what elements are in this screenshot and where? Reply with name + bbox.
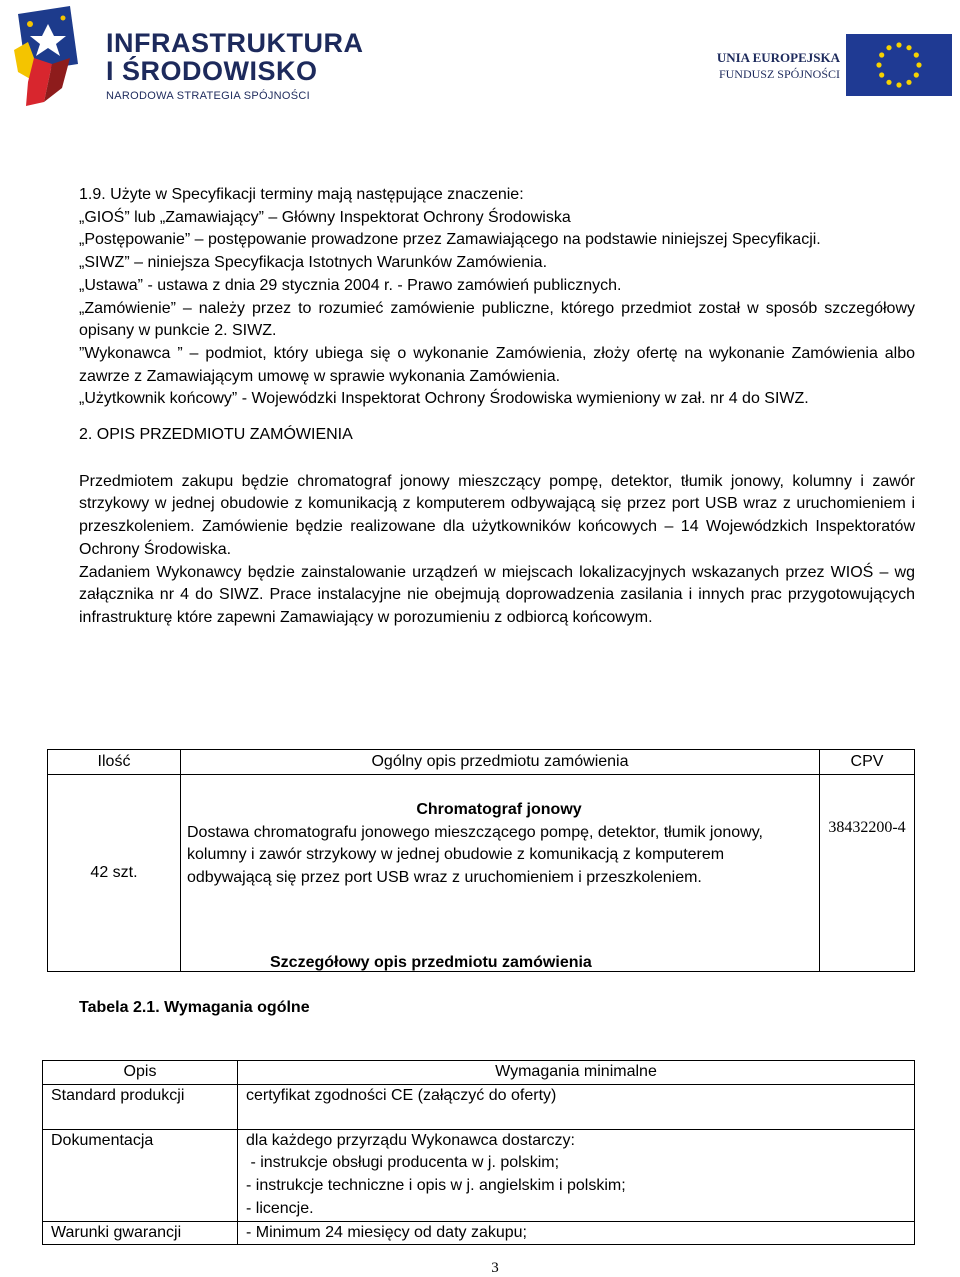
cohesion-star-icon [8, 6, 92, 106]
column-header: CPV [820, 750, 915, 775]
row-line: - instrukcje techniczne i opis w j. angielskim i polskim; [246, 1177, 626, 1195]
logo-line-1: INFRASTRUKTURA [106, 28, 364, 58]
definition-item: „GIOŚ” lub „Zamawiający” – Główny Inspektorat Ochrony Środowiska [79, 208, 571, 226]
page-number: 3 [491, 1260, 499, 1276]
row-value [238, 1084, 915, 1129]
table-header-row [43, 1061, 915, 1085]
row-line: dla każdego przyrządu Wykonawca dostarczy: [246, 1131, 575, 1149]
section-paragraph: Przedmiotem zakupu będzie chromatograf jonowy mieszczący pompę, detektor, tłumik jonowy, kolumny i zawór strzykowy w jednej obudowie z komunikacją z komputerem odbywającą się przez port USB wraz z uruchomieniem i przeszkoleniem. Zamówienie będzie realizowane dla użytkowników końcowych – 14 Wojewódzkich Inspektoratów Ochrony Środowiska. [79, 472, 915, 558]
definition-item: „Użytkownik końcowy” - Wojewódzki Inspektorat Ochrony Środowiska wymieniony w zał. nr 4 do SIWZ. [79, 390, 809, 408]
page-header [0, 0, 960, 110]
row-line: certyfikat zgodności CE (załączyć do oferty) [246, 1086, 557, 1104]
definition-item: ”Wykonawca ” – podmiot, który ubiega się o wykonanie Zamówienia, złoży ofertę na wykonanie Zamówienia albo zawrze z Zamawiającym umowę w sprawie wykonania Zamówienia. [79, 344, 915, 385]
requirements-table [42, 1060, 915, 1245]
column-header: Opis [43, 1061, 238, 1085]
table-row [43, 1084, 915, 1129]
row-label: Standard produkcji [43, 1084, 238, 1129]
logo-line-2: I ŚRODOWISKO [106, 56, 318, 86]
table-row [43, 1221, 915, 1245]
row-line: - licencje. [246, 1199, 314, 1217]
section-paragraph: Zadaniem Wykonawcy będzie zainstalowanie urządzeń w miejscach lokalizacyjnych wskazanych przez WIOŚ – wg załącznika nr 4 do SIWZ. Prace instalacyjne nie obejmują doprowadzenia zasilania i innych prac przygotowujących infrastrukturę które zapewni Zamawiający w porozumieniu z odbiorcą końcowym. [79, 563, 915, 626]
eu-line-2: FUNDUSZ SPÓJNOŚCI [718, 67, 840, 81]
definition-item: „Postępowanie” – postępowanie prowadzone przez Zamawiającego na podstawie niniejszej Specyfikacji. [79, 231, 821, 249]
eu-line-1: UNIA EUROPEJSKA [716, 50, 840, 65]
row-value [238, 1221, 915, 1245]
row-line: - Minimum 24 miesięcy od daty zakupu; [246, 1223, 527, 1241]
infrastruktura-logo [8, 6, 364, 106]
definition-item: „SIWZ” – niniejsza Specyfikacja Istotnych Warunków Zamówienia. [79, 254, 548, 272]
quantity-cell: 42 szt. [48, 775, 181, 972]
row-value [238, 1129, 915, 1221]
definitions-intro: 1.9. Użyte w Specyfikacji terminy mają następujące znaczenie: [79, 186, 524, 203]
table-row [48, 775, 915, 972]
eu-flag-icon [846, 34, 952, 96]
definition-item: „Zamówienie” – należy przez to rozumieć zamówienie publiczne, którego przedmiot został w sposób szczegółowy opisany w punkcie 2. SIWZ. [79, 299, 915, 340]
cpv-cell: 38432200-4 [820, 775, 915, 972]
eu-label [717, 50, 840, 82]
table-row [43, 1129, 915, 1221]
description-cell [181, 775, 820, 972]
row-label: Dokumentacja [43, 1129, 238, 1221]
table-label: Tabela 2.1. Wymagania ogólne [79, 999, 310, 1016]
column-header: Ilość [48, 750, 181, 775]
item-description: Dostawa chromatografu jonowego mieszczącego pompę, detektor, tłumik jonowy, kolumny i zawór strzykowy w jednej obudowie z komunikacją z komputerem odbywającą się przez port USB wraz z uruchomieniem i przeszkoleniem. [187, 823, 763, 886]
row-label: Warunki gwarancji [43, 1221, 238, 1245]
logo-line-3: NARODOWA STRATEGIA SPÓJNOŚCI [106, 90, 310, 102]
item-title: Chromatograf jonowy [416, 801, 582, 818]
row-line: - instrukcje obsługi producenta w j. polskim; [246, 1154, 560, 1172]
table-header-row [48, 750, 915, 775]
definition-item: „Ustawa” - ustawa z dnia 29 stycznia 2004 r. - Prawo zamówień publicznych. [79, 276, 622, 294]
column-header: Wymagania minimalne [238, 1061, 915, 1085]
section-heading: 2. OPIS PRZEDMIOTU ZAMÓWIENIA [79, 426, 353, 444]
column-header: Ogólny opis przedmiotu zamówienia [181, 750, 820, 775]
detail-title: Szczegółowy opis przedmiotu zamówienia [270, 954, 592, 971]
order-table [47, 749, 915, 972]
document-body [79, 184, 915, 630]
